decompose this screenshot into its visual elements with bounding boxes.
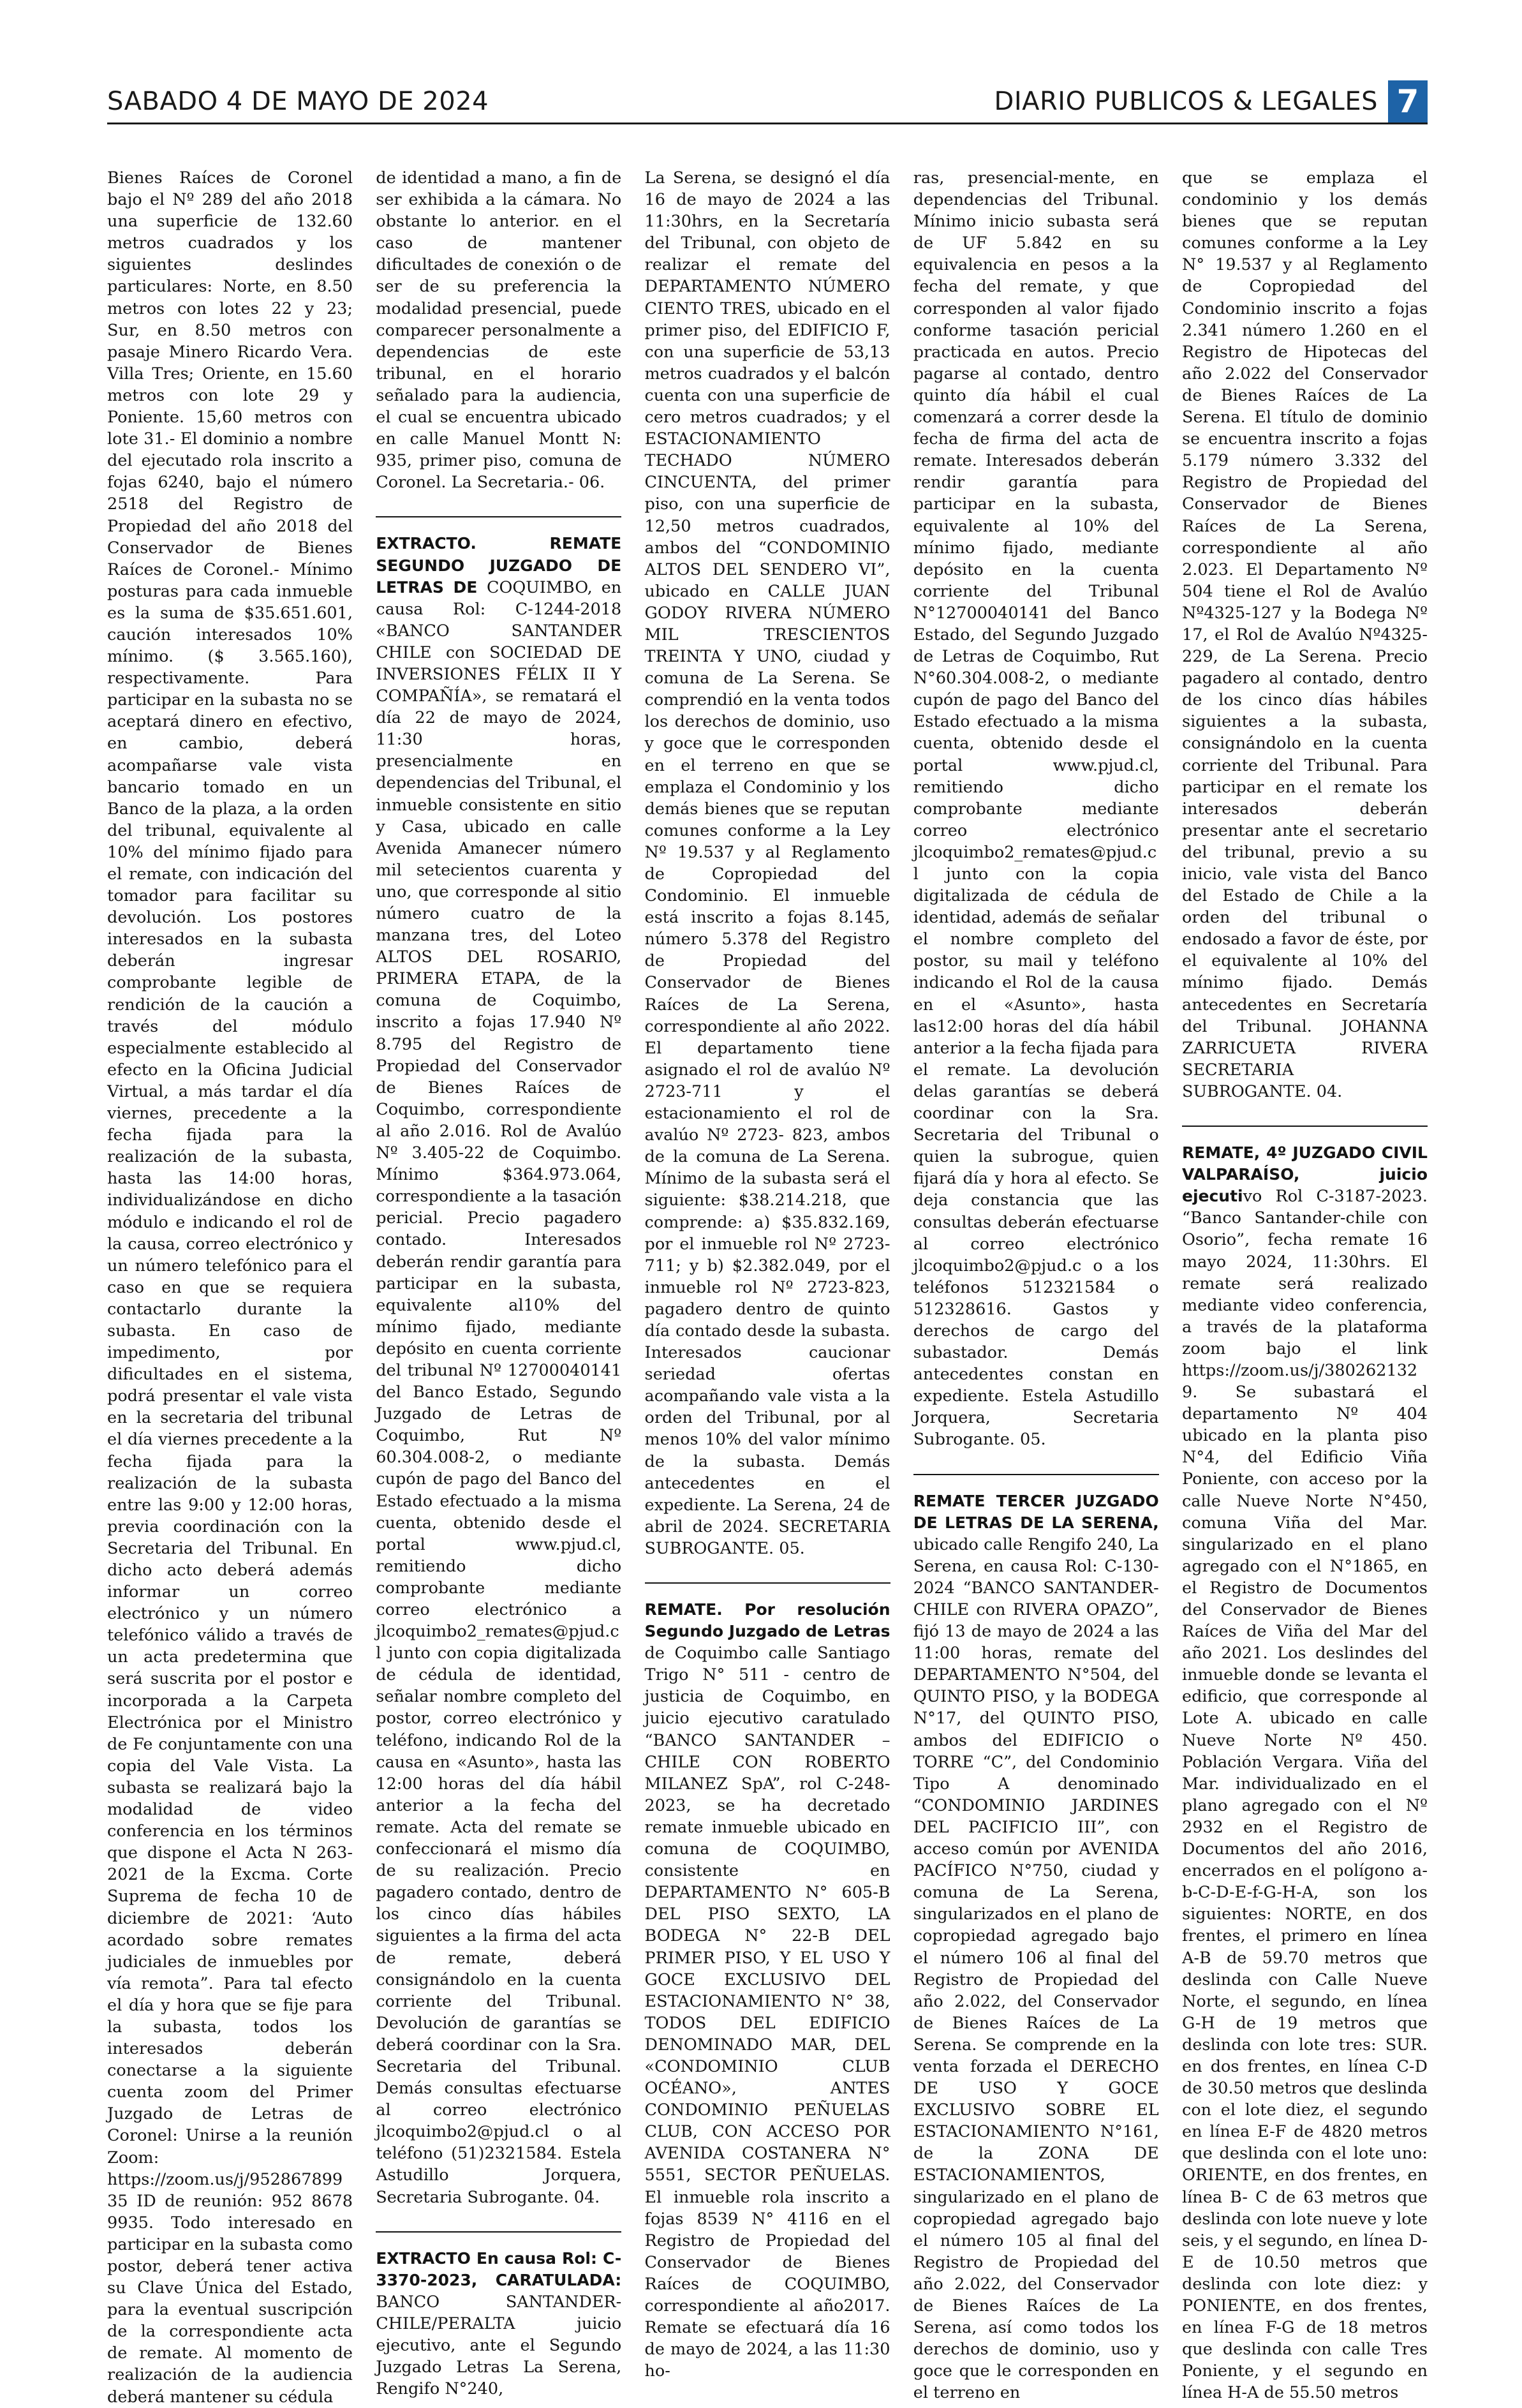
issue-date: SABADO 4 DE MAYO DE 2024: [107, 87, 489, 116]
publication-name: DIARIO PUBLICOS & LEGALES: [994, 87, 1378, 116]
notice-body: La Serena, se designó el día 16 de mayo de 2024 a las 11:30hrs, en la Secretaría del Tribunal, con objeto de realizar el remate del DEPARTAMENTO NÚMERO CIENTO TRES, ubicado en el primer piso, del EDIFICIO F, con una superficie de 53,13 metros cuadrados y el balcón cuenta con una superficie de cero metros cuadrados; y el ESTACIONAMIENTO TECHADO NÚMERO CINCUENTA, del primer piso, con una superficie de 12,50 metros cuadrados, ambos del “CONDOMINIO ALTOS DEL SENDERO VI”, ubicado en CALLE JUAN GODOY RIVERA NÚMERO MIL TRESCIENTOS TREINTA Y UNO, ciudad y comuna de La Serena. Se comprendió en la venta todos los derechos de dominio, uso y goce que le corresponden en el terreno en que se emplaza el Condominio y los demás bienes que se reputan comunes conforme a la Ley Nº 19.537 y al Reglamento de Copropiedad del Condominio. El inmueble está inscrito a fojas 8.145, número 5.378 del Registro de Propiedad del Conservador de Bienes Raíces de La Serena, correspondiente al año 2022. El departamento tiene asignado el rol de avalúo Nº 2723-711 y el estacionamiento el rol de avalúo Nº 2723- 823, ambos de la comuna de La Serena. Mínimo de la subasta será el siguiente: $38.214.218, que comprende: a) $35.832.169, por el inmueble rol Nº 2723-711; y b) $2.382.049, por el inmueble rol Nº 2723-823, pagadero dentro de quinto día contado desde la subasta. Interesados caucionar seriedad ofertas acompañando vale vista a la orden del Tribunal, por al menos 10% del valor mínimo de la subasta. Demás antecedentes en el expediente. La Serena, 24 de abril de 2024. SECRETARIA SUBROGANTE. 05.: [644, 168, 890, 1558]
notice-body: ubicado calle Rengifo 240, La Serena, en causa Rol: C-130-2024 “BANCO SANTANDER- CHILE con RIVERA OPAZO”, fijó 13 de mayo de 2024 a las 11:00 horas, remate del DEPARTAMENTO N°504, del QUINTO PISO, y la BODEGA N°17, del QUINTO PISO, ambos del EDIFICIO o TORRE “C”, del Condominio Tipo A denominado “CONDOMINIO JARDINES DEL PACIFICIO III”, con acceso común por AVENIDA PACÍFICO N°750, ciudad y comuna de La Serena, singularizados en el plano de copropiedad agregado bajo el número 106 al final del Registro de Propiedad del año 2.022, del Conservador de Bienes Raíces de La Serena. Se comprende en la venta forzada el DERECHO DE USO Y GOCE EXCLUSIVO SOBRE EL ESTACIONAMIENTO N°161, de la ZONA DE ESTACIONAMIENTOS, singularizado en el plano de copropiedad agregado bajo el número 105 al final del Registro de Propiedad del año 2.022, del Conservador de Bienes Raíces de La Serena, así como todos los derechos de dominio, uso y goce que le corresponden en el terreno en: [913, 1535, 1159, 2403]
notice-body: BANCO SANTANDER-CHILE/PERALTA juicio ejecutivo, ante el Segundo Juzgado Letras La Serena, Rengifo N°240,: [376, 2292, 622, 2399]
column-5: [1182, 167, 1428, 2403]
notice: [376, 167, 621, 493]
column-1: [107, 167, 353, 2407]
notice-heading: REMATE, 4º JUZGADO CIVIL VALPARAÍSO, juicio ejecuti: [1182, 1143, 1428, 1206]
header-rule: [107, 123, 1428, 124]
notice-body: que se emplaza el condominio y los demás bienes que se reputan comunes conforme a la Ley N° 19.537 y al Reglamento de Copropiedad del Condominio inscrito a fojas 2.341 número 1.260 en el Registro de Hipotecas del año 2.022 del Conservador de Bienes Raíces de La Serena. El título de dominio se encuentra inscrito a fojas 5.179 número 3.332 del Registro de Propiedad del Conservador de Bienes Raíces de La Serena, correspondiente al año 2.023. El Departamento Nº 504 tiene el Rol de Avalúo Nº4325-127 y la Bodega Nº 17, el Rol de Avalúo Nº4325-229, de La Serena. Precio pagadero al contado, dentro de los cinco días hábiles siguientes a la subasta, consignándolo en la cuenta corriente del Tribunal. Para participar en el remate los interesados deberán presentar ante el secretario del tribunal, previo a su inicio, vale vista del Banco del Estado de Chile a la orden del tribunal o endosado a favor de éste, por el equivalente al 10% del mínimo fijado. Demás antecedentes en Secretaría del Tribunal. JOHANNA ZARRICUETA RIVERA SECRETARIA SUBROGANTE. 04.: [1182, 168, 1428, 1101]
notice: [1182, 1126, 1428, 2404]
notice-heading: REMATE. Por resolución Segundo Juzgado de Letras: [644, 1600, 890, 1641]
notice-body: de Coquimbo calle Santiago Trigo N° 511 - centro de justicia de Coquimbo, en juicio ejecutivo caratulado “BANCO SANTANDER – CHILE CON ROBERTO MILANEZ SpA”, rol C-248-2023, se ha decretado remate inmueble ubicado en comuna de COQUIMBO, consistente en DEPARTAMENTO N° 605-B DEL PISO SEXTO, LA BODEGA N° 22-B DEL PRIMER PISO, Y EL USO Y GOCE EXCLUSIVO DEL ESTACIONAMIENTO N° 38, TODOS DEL EDIFICIO DENOMINADO MAR, DEL «CONDOMINIO CLUB OCÉANO», ANTES CONDOMINIO PEÑUELAS CLUB, CON ACCESO POR AVENIDA COSTANERA N° 5551, SECTOR PEÑUELAS. El inmueble rola inscrito a fojas 8539 N° 4116 en el Registro de Propiedad del Conservador de Bienes Raíces de COQUIMBO, correspondiente al año2017. Remate se efectuará día 16 de mayo de 2024, a las 11:30 ho-: [644, 1644, 890, 2381]
notice-body: Bienes Raíces de Coronel bajo el Nº 289 del año 2018 una superficie de 132.60 metros cuadrados y los siguientes deslindes particulares: Norte, en 8.50 metros con lotes 22 y 23; Sur, en 8.50 metros con pasaje Minero Ricardo Vera. Villa Tres; Oriente, en 15.60 metros con lote 29 y Poniente. 15,60 metros con lote 31.- El dominio a nombre del ejecutado rola inscrito a fojas 6240, bajo el número 2518 del Registro de Propiedad del año 2018 del Conservador de Bienes Raíces de Coronel.- Mínimo posturas para cada inmueble es la suma de $35.651.601, caución interesados 10% mínimo. ($ 3.565.160), respectivamente. Para participar en la subasta no se aceptará dinero en efectivo, en cambio, deberá acompañarse vale vista bancario tomado en un Banco de la plaza, a la orden del tribunal, equivalente al 10% del mínimo fijado para el remate, con indicación del tomador para facilitar su devolución. Los postores interesados en la subasta deberán ingresar comprobante legible de rendición de la caución a través del módulo especialmente establecido al efecto en la Oficina Judicial Virtual, a más tardar el día viernes, precedente a la fecha fijada para la realización de la subasta, hasta las 14:00 horas, individualizándose en dicho módulo e indicando el rol de la causa, correo electrónico y un número telefónico para el caso en que se requiera contactarlo durante la subasta. En caso de impedimento, por dificultades en el sistema, podrá presentar el vale vista en la secretaria del tribunal el día viernes precedente a la fecha fijada para la realización de la subasta entre las 9:00 y 12:00 horas, previa coordinación con la Secretaria del Tribunal. En dicho acto deberá además informar un correo electrónico y un número telefónico válido a través de un acta predetermina que será suscrita por el postor e incorporada a la Carpeta Electrónica por el Ministro de Fe conjuntamente con una copia del Vale Vista. La subasta se realizará bajo la modalidad de video conferencia en los términos que dispone el Acta N 263-2021 de la Excma. Corte Suprema de fecha 10 de diciembre de 2021: ‘Auto acordado sobre remates judiciales de inmuebles por vía remota”. Para tal efecto el día y hora que se fije para la subasta, todos los interesados deberán conectarse a la siguiente cuenta zoom del Primer Juzgado de Letras de Coronel: Unirse a la reunión Zoom: https://zoom.us/j/95286789935 ID de reunión: 952 8678 9935. Todo interesado en participar en la subasta como postor, deberá tener activa su Clave Única del Estado, para la eventual suscripción de la correspondiente acta de remate. Al momento de realización de la audiencia deberá mantener su cédula: [107, 168, 353, 2407]
notice-body: ras, presencial-mente, en dependencias del Tribunal. Mínimo inicio subasta será de UF 5.842 en su equivalencia en pesos a la fecha del remate, y que corresponden al valor fijado conforme tasación pericial practicada en autos. Precio pagarse al contado, dentro quinto día hábil el cual comenzará a correr desde la fecha de firma del acta de remate. Interesados deberán rendir garantía para participar en la subasta, equivalente al 10% del mínimo fijado, mediante depósito en la cuenta corriente del Tribunal N°12700040141 del Banco Estado, del Segundo Juzgado de Letras de Coquimbo, Rut N°60.304.008-2, o mediante cupón de pago del Banco del Estado efectuado a la misma cuenta, obtenido desde el portal www.pjud.cl, remitiendo dicho comprobante mediante correo electrónico jlcoquimbo2_remates@pjud.cl junto con la copia digitalizada de cédula de identidad, además de señalar el nombre completo del postor, su mail y teléfono indicando el Rol de la causa en el «Asunto», hasta las12:00 horas del día hábil anterior a la fecha fijada para el remate. La devolución delas garantías se deberá coordinar con la Sra. Secretaria del Tribunal o quien la subrogue, quien fijará día y hora al efecto. Se deja constancia que las consultas deberán efectuarse al correo electrónico jlcoquimbo2@pjud.c o a los teléfonos 512321584 o 512328616. Gastos y derechos de cargo del subastador. Demás antecedentes constan en expediente. Estela Astudillo Jorquera, Secretaria Subrogante. 05.: [913, 168, 1159, 1450]
notice: [645, 167, 890, 1559]
column-2: [376, 167, 622, 2399]
notice: [376, 516, 621, 2208]
notice-heading: REMATE TERCER JUZGADO DE LETRAS DE LA SERENA,: [913, 1491, 1159, 1532]
notice: [645, 1582, 890, 2382]
column-3: [644, 167, 890, 2381]
notice: [913, 167, 1159, 1451]
notice-heading: EXTRACTO. REMATE SEGUNDO JUZGADO DE LETRAS DE: [376, 534, 622, 597]
column-4: [913, 167, 1159, 2403]
page-header: [107, 82, 1428, 121]
notice-body: COQUIMBO, en causa Rol: C-1244-2018 «BANCO SANTANDER CHILE con SOCIEDAD DE INVERSIONES FÉLIX II Y COMPAÑÍA», se rematará el día 22 de mayo de 2024, 11:30 horas, presencialmente en dependencias del Tribunal, el inmueble consistente en sitio y Casa, ubicado en calle Avenida Amanecer número mil setecientos cuarenta y uno, que corresponde al sitio número cuatro de la manzana tres, del Loteo ALTOS DEL ROSARIO, PRIMERA ETAPA, de la comuna de Coquimbo, inscrito a fojas 17.940 Nº 8.795 del Registro de Propiedad del Conservador de Bienes Raíces de Coquimbo, correspondiente al año 2.016. Rol de Avalúo Nº 3.405-22 de Coquimbo. Mínimo $364.973.064, correspondiente a la tasación pericial. Precio pagadero contado. Interesados deberán rendir garantía para participar en la subasta, equivalente al10% del mínimo fijado, mediante depósito en cuenta corriente del tribunal Nº 12700040141 del Banco Estado, Segundo Juzgado de Letras de Coquimbo, Rut Nº 60.304.008-2, o mediante cupón de pago del Banco del Estado efectuado a la misma cuenta, obtenido desde el portal www.pjud.cl, remitiendo dicho comprobante mediante correo electrónico a jlcoquimbo2_remates@pjud.cl junto con copia digitalizada de cédula de identidad, señalar nombre completo del postor, correo electrónico y teléfono, indicando Rol de la causa en «Asunto», hasta las 12:00 horas del día hábil anterior a la fecha del remate. Acta del remate se confeccionará el mismo día de su realización. Precio pagadero contado, dentro de los cinco días hábiles siguientes a la firma del acta de remate, deberá consignándolo en la cuenta corriente del Tribunal. Devolución de garantías se deberá coordinar con la Sra. Secretaria del Tribunal. Demás consultas efectuarse al correo electrónico jlcoquimbo2@pjud.cl o al teléfono (51)2321584. Estela Astudillo Jorquera, Secretaria Subrogante. 04.: [376, 577, 622, 2207]
notice-heading: EXTRACTO En causa Rol: C-3370-2023, CARATULADA:: [376, 2248, 622, 2289]
notice: [1182, 167, 1428, 1103]
notice-body: vo Rol C-3187-2023. “Banco Santander-chile con Osorio”, fecha remate 16 mayo 2024, 11:30hrs. El remate será realizado mediante video conferencia, a través de la plataforma zoom bajo el link https://zoom.us/j/3802621329. Se subastará el departamento Nº 404 ubicado en la planta piso N°4, del Edificio Viña Poniente, con acceso por la calle Nueve Norte N°450, comuna Viña del Mar. singularizado en el plano agregado con el N°1865, en el Registro de Documentos del Conservador de Bienes Raíces de Viña del Mar del año 2021. Los deslindes del inmueble donde se levanta el edificio, que corresponde al Lote A. ubicado en calle Nueve Norte Nº 450. Población Vergara. Viña del Mar. individualizado en el plano agregado con el Nº 2932 en el Registro de Documentos del año 2016, encerrados en el polígono a-b-C-D-E-f-G-H-A, son los siguientes: NORTE, en dos frentes, el primero en línea A-B de 59.70 metros que deslinda con Calle Nueve Norte, el segundo, en línea G-H de 19 metros que deslinda con lote tres: SUR. en dos frentes, en línea C-D de 30.50 metros que deslinda con el lote diez, el segundo en línea E-F de 4820 metros que deslinda con el lote uno: ORIENTE, en dos frentes, en línea B- C de 63 metros que deslinda con lote nueve y lote seis, y el segundo, en línea D-E de 10.50 metros que deslinda con lote diez: y PONIENTE, en dos frentes, en línea F-G de 18 metros que deslinda con calle Tres Poniente, y el segundo en línea H-A de 55.50 metros: [1182, 1187, 1428, 2403]
notice: [107, 167, 353, 2408]
notice: [913, 1474, 1159, 2404]
columns: [107, 167, 1428, 2407]
page-number: 7: [1388, 80, 1428, 123]
notice-body: de identidad a mano, a fin de ser exhibida a la cámara. No obstante lo anterior. en el caso de mantener dificultades de conexión o de ser de su preferencia la modalidad presencial, puede comparecer personalmente a dependencias de este tribunal, en el horario señalado para la audiencia, el cual se encuentra ubicado en calle Manuel Montt N: 935, primer piso, comuna de Coronel. La Secretaria.- 06.: [376, 168, 622, 493]
header-right: [994, 80, 1428, 123]
notice: [376, 2231, 621, 2400]
